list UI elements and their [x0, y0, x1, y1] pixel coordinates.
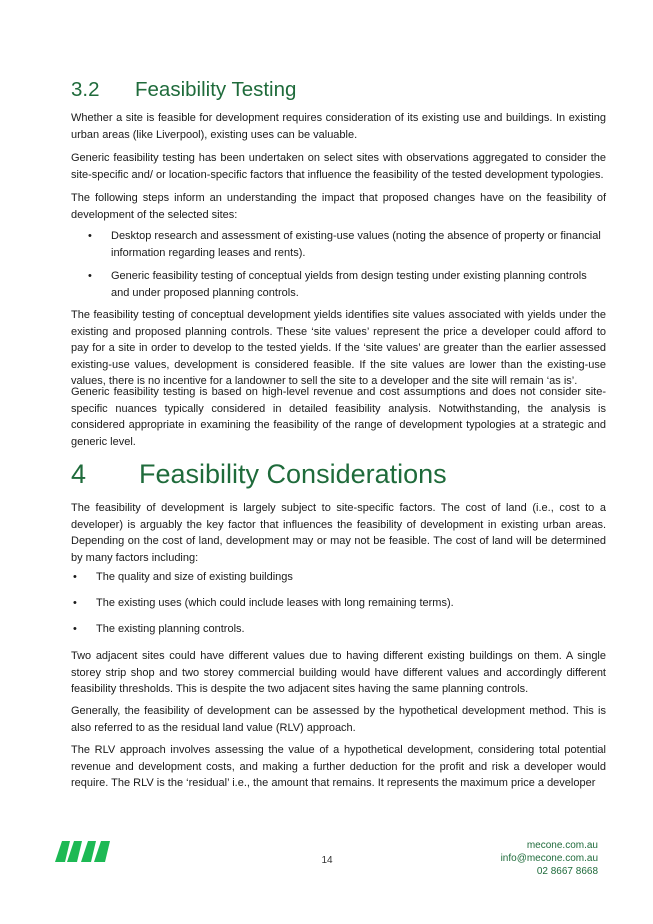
list-item-text: Desktop research and assessment of existing-use values (noting the absence of property or financial information regarding leases and rents).: [111, 230, 601, 259]
bullet-icon: •: [88, 270, 92, 282]
section-heading-3-2: [71, 78, 296, 102]
paragraph: The feasibility of development is largely subject to site-specific factors. The cost of land (i.e., cost to a developer) is arguably the key factor that influences the feasibility of development in existing urban areas. Depending on the cost of land, development may or may not be feasible. The cost of land will be determined by many factors including:: [71, 502, 606, 564]
bullet-icon: •: [73, 623, 77, 635]
section-title: Feasibility Testing: [135, 78, 297, 101]
website-link[interactable]: mecone.com.au: [526, 840, 598, 851]
mecone-logo-icon: [53, 838, 113, 873]
paragraph: Generic feasibility testing is based on high-level revenue and cost assumptions and does not consider site-specific nuances typically considered in detailed feasibility analysis. Notwithstanding, the analysis is considered appropriate in examining the feasibility of the range of development typologies at a strategic and generic level.: [71, 386, 606, 448]
section-title: Feasibility Considerations: [139, 459, 447, 489]
list-item-text: Generic feasibility testing of conceptual yields from design testing under existing planning controls and under proposed planning controls.: [111, 270, 587, 299]
list-item-text: The quality and size of existing buildings: [96, 571, 293, 583]
list-item-text: The existing planning controls.: [96, 623, 245, 635]
phone-number: 02 8667 8668: [536, 866, 598, 877]
section-heading-4: [71, 459, 447, 490]
paragraph: Generic feasibility testing has been undertaken on select sites with observations aggregated to consider the site-specific and/ or location-specific factors that influence the feasibility of the tested development typologies.: [71, 152, 606, 181]
paragraph: The feasibility testing of conceptual development yields identifies site values associated with yields under the existing and proposed planning controls. These ‘site values’ represent the price a developer could afford to pay for a site in order to develop to the tested yields. If the ‘site values’ are greater than the earlier assessed existing-use values, development is considered feasible. If the site values are lower than the existing-use values, there is no incentive for a landowner to sell the site to a developer and the site will remain ‘as is’.: [71, 309, 606, 387]
paragraph: The following steps inform an understanding the impact that proposed changes have on the feasibility of development of the selected sites:: [71, 192, 606, 221]
paragraph: Two adjacent sites could have different values due to having different existing buildings on them. A single storey strip shop and two storey commercial building would have different values and accordingly different feasibility thresholds. This is despite the two adjacent sites having the same planning controls.: [71, 650, 606, 695]
paragraph: The RLV approach involves assessing the value of a hypothetical development, considering total potential revenue and development costs, and making a further deduction for the profit and risk a developer would require. The RLV is the ‘residual’ i.e., the amount that remains. It represents the maximum price a developer: [71, 744, 606, 789]
logo-shapes: [55, 841, 110, 862]
footer-contact: [501, 839, 598, 878]
bullet-icon: •: [73, 597, 77, 609]
paragraph: Generally, the feasibility of development can be assessed by the hypothetical development method. This is also referred to as the residual land value (RLV) approach.: [71, 705, 606, 734]
paragraph: Whether a site is feasible for development requires consideration of its existing use and buildings. In existing urban areas (like Liverpool), existing uses can be valuable.: [71, 112, 606, 141]
email-link[interactable]: info@mecone.com.au: [500, 853, 598, 864]
section-number: 4: [71, 459, 87, 489]
section-number: 3.2: [71, 78, 100, 101]
mecone-logo-svg: [53, 838, 113, 868]
list-item-text: The existing uses (which could include leases with long remaining terms).: [96, 597, 454, 609]
bullet-icon: •: [73, 571, 77, 583]
page-number: 14: [321, 855, 333, 866]
bullet-icon: •: [88, 230, 92, 242]
